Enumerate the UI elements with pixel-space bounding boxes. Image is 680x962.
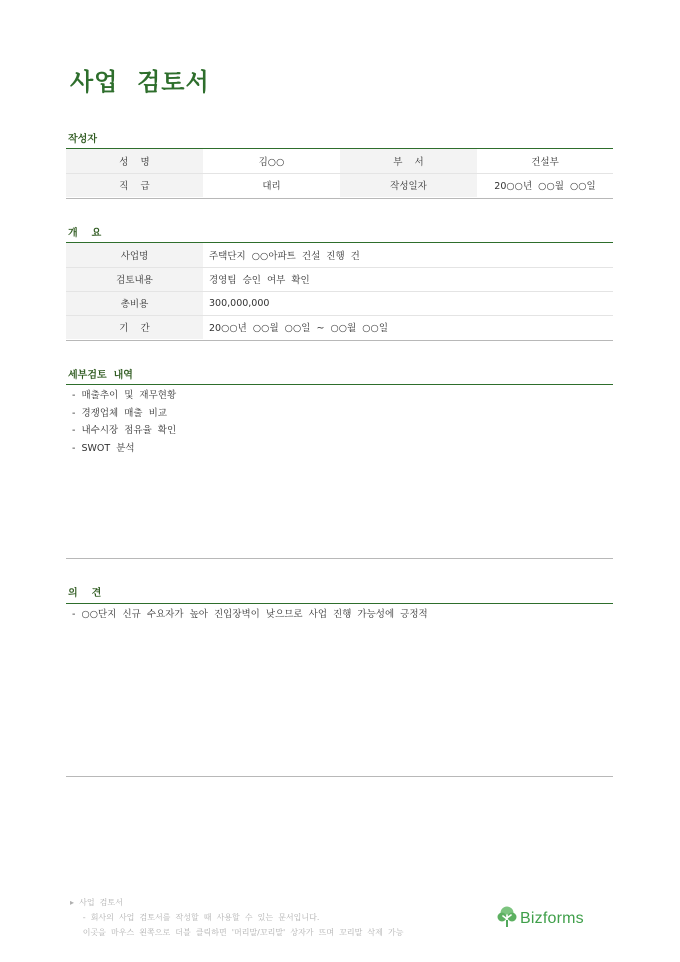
opinion-section-heading: 의 견 [68, 588, 102, 599]
detail-list [72, 387, 176, 457]
table-row [66, 149, 613, 173]
total-cost-label: 총비용 [66, 291, 203, 315]
total-cost-value: 300,000,000 [203, 291, 613, 315]
brand-logo [497, 906, 584, 932]
review-content-value: 경영팀 승인 여부 확인 [203, 267, 613, 291]
date-label: 작성일자 [340, 173, 477, 197]
project-name-label: 사업명 [66, 243, 203, 267]
list-item: - SWOT 분석 [72, 442, 135, 454]
date-value: 20○○년 ○○월 ○○일 [494, 181, 596, 193]
detail-section-heading: 세부검토 내역 [68, 370, 133, 381]
author-table [66, 149, 613, 197]
list-item: - 내수시장 점유율 확인 [72, 425, 177, 436]
list-item: - 경쟁업체 매출 비교 [72, 407, 167, 419]
footer-note [70, 895, 403, 940]
overview-bottom-rule [66, 340, 613, 341]
opinion-top-rule [66, 603, 613, 604]
table-row [66, 315, 613, 339]
tree-logo-icon [497, 906, 517, 932]
brand-name: Bizforms [520, 910, 584, 927]
opinion-list [72, 606, 428, 624]
footer-instruction: 이곳을 마우스 왼쪽으로 더블 클릭하면 '머리말/꼬리말' 상자가 뜨며 꼬리말 삭제 가능 [70, 928, 404, 937]
department-label: 부 서 [340, 149, 477, 173]
review-content-label: 검토내용 [66, 267, 203, 291]
period-value: 20○○년 ○○월 ○○일 ~ ○○월 ○○일 [209, 323, 389, 335]
list-item: - ○○단지 신규 수요자가 높아 진입장벽이 낮으므로 사업 진행 가능성에 긍정적 [72, 609, 428, 620]
detail-top-rule [66, 384, 613, 385]
table-row [66, 267, 613, 291]
opinion-bottom-rule [66, 776, 613, 777]
author-section-heading: 작성자 [68, 134, 97, 145]
page-title: 사업 검토서 [70, 68, 210, 96]
overview-table [66, 243, 613, 339]
table-row [66, 173, 613, 197]
department-value: 건설부 [477, 149, 613, 173]
period-label: 기 간 [66, 315, 203, 339]
footer-title: ▸ 사업 검토서 [70, 898, 123, 907]
project-name-value: 주택단지 ○○아파트 건설 진행 건 [203, 243, 613, 267]
author-bottom-rule [66, 198, 613, 199]
detail-bottom-rule [66, 558, 613, 559]
overview-section-heading: 개 요 [68, 228, 102, 239]
table-row [66, 291, 613, 315]
position-value: 대리 [262, 181, 281, 193]
name-label: 성 명 [66, 149, 203, 173]
position-label: 직 급 [66, 173, 203, 197]
footer-description: - 회사의 사업 검토서를 작성할 때 사용할 수 있는 문서입니다. [70, 913, 320, 922]
name-value: 김○○ [203, 149, 340, 173]
list-item: - 매출추이 및 재무현황 [72, 390, 177, 401]
table-row [66, 243, 613, 267]
